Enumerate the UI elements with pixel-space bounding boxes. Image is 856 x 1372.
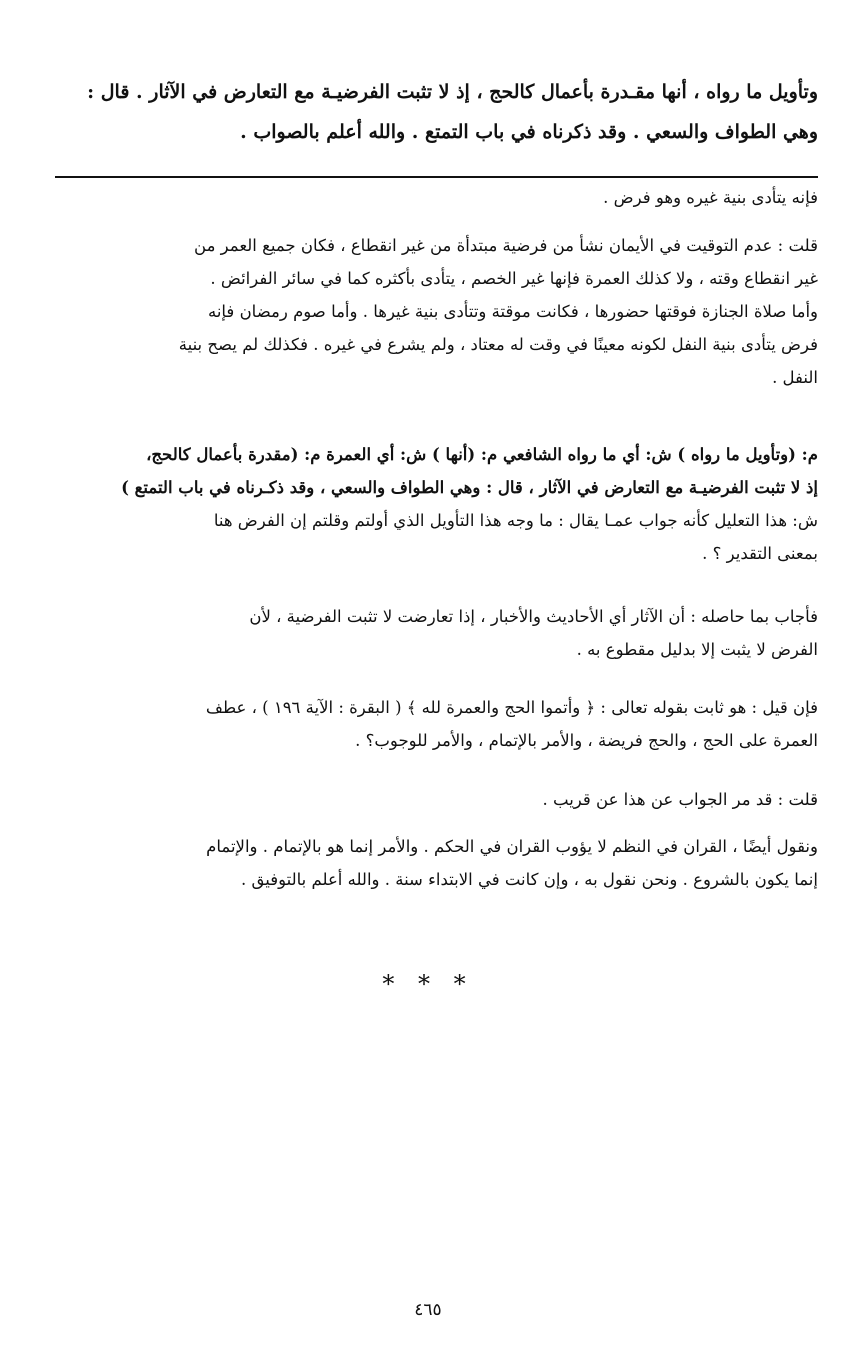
commentary-paragraph (54, 783, 818, 816)
commentary-line: ش: هذا التعليل كأنه جواب عمـا يقال : ما وجه هذا التأويل الذي أولتم وقلتم إن الفرض هنا (213, 511, 818, 530)
commentary-paragraph (54, 229, 818, 394)
commentary-line: بمعنى التقدير ؟ . (702, 544, 818, 563)
commentary-line: فإن قيل : هو ثابت بقوله تعالى : ﴿ وأتموا الحج والعمرة لله ﴾ ( البقرة : الآية ١٩٦ ) ، عطف (205, 698, 818, 717)
commentary-line: النفل . (772, 368, 818, 387)
commentary-line: م: (وتأويل ما رواه ) ش: أي ما رواه الشافعي م: (أنها ) ش: أي العمرة م: (مقدرة بأعمال كالحج، (146, 445, 818, 464)
commentary-line: قلت : عدم التوقيت في الأيمان نشأ من فرضية مبتدأة من غير انقطاع ، فكان جميع العمر من (194, 236, 818, 255)
main-text-line: وهي الطواف والسعي . وقد ذكرناه في باب التمتع . والله أعلم بالصواب . (240, 121, 818, 143)
page-number: ٤٦٥ (414, 1300, 442, 1320)
footnote-divider (55, 176, 818, 178)
commentary-paragraph (54, 181, 818, 214)
main-text (56, 72, 818, 152)
commentary-line: إذ لا تثبت الفرضيـة مع التعارض في الآثار ، قال : وهي الطواف والسعي ، وقد ذكـرناه في باب التمتع ) (121, 478, 818, 497)
commentary-line: الفرض لا يثبت إلا بدليل مقطوع به . (576, 640, 818, 659)
main-text-line: وتأويل ما رواه ، أنها مقـدرة بأعمال كالحج ، إذ لا تثبت الفرضيـة مع التعارض في الآثار . قال : (87, 81, 818, 103)
commentary-line: قلت : قد مر الجواب عن هذا عن قريب . (542, 790, 818, 809)
commentary-paragraph (54, 438, 818, 570)
commentary-line: غير انقطاع وقته ، ولا كذلك العمرة فإنها غير الخصم ، يتأدى بأكثره كما في سائر الفرائض . (210, 269, 818, 288)
section-separator: * * * (382, 970, 474, 998)
commentary-line: العمرة على الحج ، والحج فريضة ، والأمر بالإتمام ، والأمر للوجوب؟ . (355, 731, 818, 750)
commentary-paragraph (54, 830, 818, 896)
commentary-line: وأما صلاة الجنازة فوقتها حضورها ، فكانت موقتة وتتأدى بنية غيرها . وأما صوم رمضان فإنه (207, 302, 818, 321)
commentary-line: إنما يكون بالشروع . ونحن نقول به ، وإن كانت في الابتداء سنة . والله أعلم بالتوفيق . (240, 870, 818, 889)
commentary-line: ونقول أيضًا ، القران في النظم لا يؤوب القران في الحكم . والأمر إنما هو بالإتمام . والإتمام (206, 837, 818, 856)
commentary-line: فإنه يتأدى بنية غيره وهو فرض . (603, 188, 818, 207)
commentary-paragraph (54, 691, 818, 757)
commentary-line: فرض يتأدى بنية النفل لكونه معينًا في وقت له معتاد ، ولم يشرع في غيره . فكذلك لم يصح بنية (178, 335, 818, 354)
commentary-paragraph (54, 600, 818, 666)
commentary-line: فأجاب بما حاصله : أن الآثار أي الأحاديث والأخبار ، إذا تعارضت لا تثبت الفرضية ، لأن (249, 607, 818, 626)
